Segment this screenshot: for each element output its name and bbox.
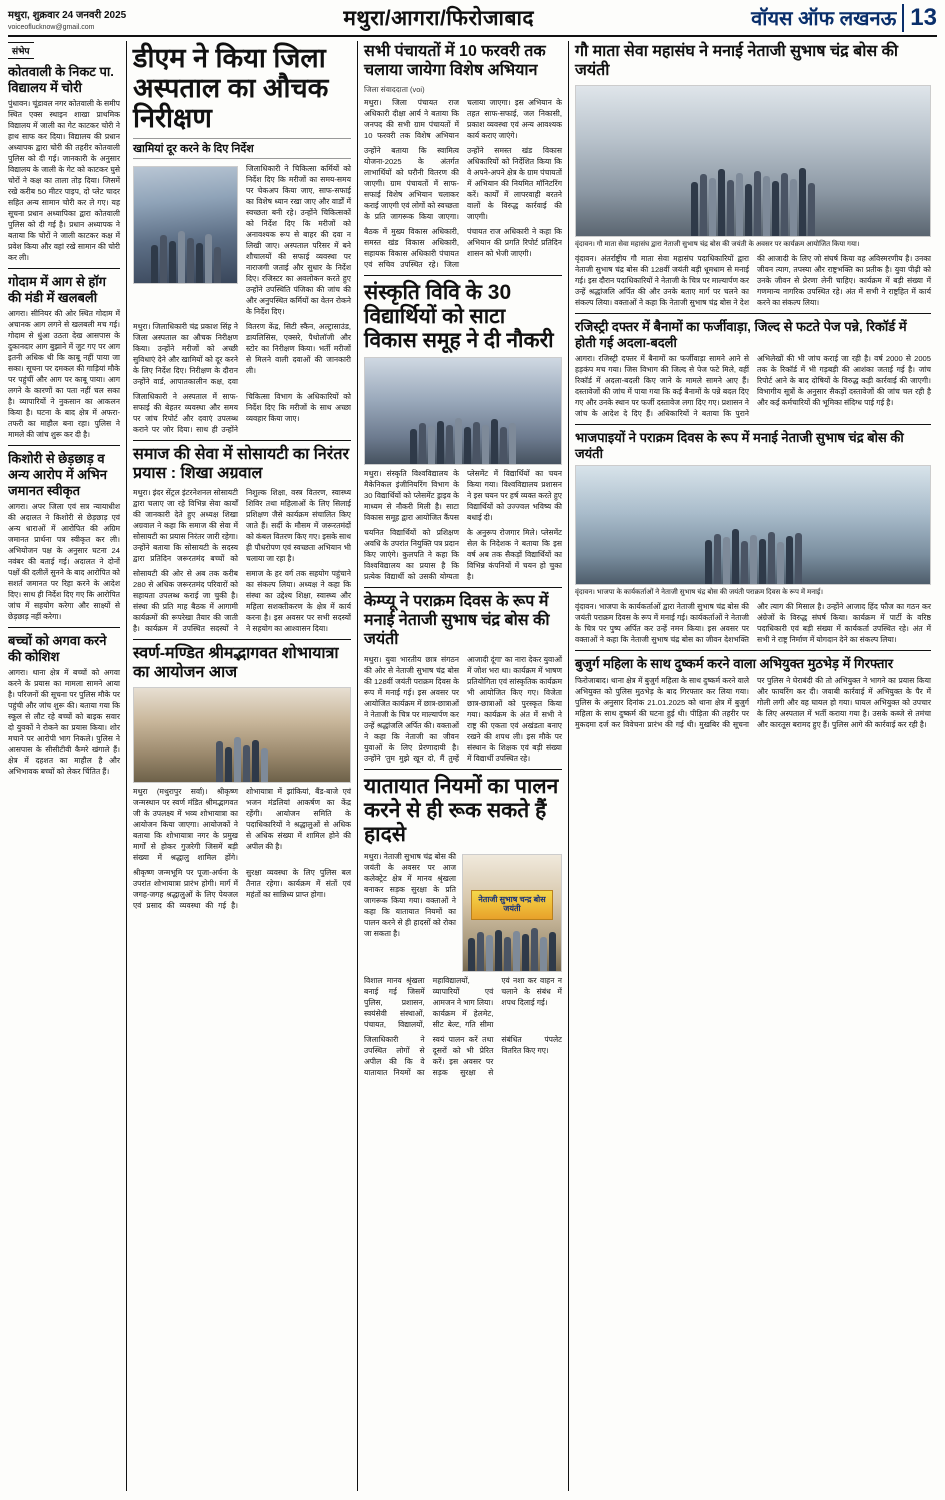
headline-sanskriti-jobs[interactable]: संस्कृति विवि के 30 विद्यार्थियों को साटा विकास समूह ने दी नौकरी <box>364 280 554 353</box>
masthead-left <box>8 9 126 32</box>
brand-name: वॉयस ऑफ लखनऊ <box>751 8 897 30</box>
body-bail-granted: आगरा। अपर जिला एवं सत्र न्यायाधीश की अदालत ने किशोरी से छेड़छाड़ एवं अन्य धाराओं में आरोपित की अग्रिम जमानत प्रार्थना पत्र स्वीकृत कर ली। अभियोजन पक्ष के अनुसार घटना 24 नवंबर की बताई गई। अदालत ने दोनों पक्षों की दलीलें सुनने के बाद आरोपित को सशर्त जमानत पर रिहा करने के आदेश दिए। साथ ही निर्देश दिए गए कि आरोपित जांच में सहयोग करेगा और साक्ष्यों से छेड़छाड़ नहीं करेगा। <box>8 502 120 622</box>
body-traffic-3: जिलाधिकारी ने उपस्थित लोगों से अपील की कि वे यातायात नियमों का स्वयं पालन करें तथा दूसरों को भी प्रेरित करें। इस अवसर पर सड़क सुरक्षा से संबंधित पंपलेट वितरित किए गए। <box>364 1035 562 1078</box>
headline-bjp-parakram[interactable]: भाजपाइयों ने पराक्रम दिवस के रूप में मनाई नेताजी सुभाष चंद्र बोस की जयंती <box>575 430 904 461</box>
byline-panchayat: जिला संवाददाता (voi) <box>364 84 425 94</box>
body-shobhayatra-1: मथुरा (मथुरापुर सर्वा)। श्रीकृष्ण जन्मस्थान पर स्वर्ण मंडित श्रीमद्भागवत जी के उपलक्ष्य में भव्य शोभायात्रा का आयोजन किया जाएगा। आयोजकों ने बताया कि शोभायात्रा नगर के प्रमुख मार्गों से होकर गुजरेगी जिसमें बड़ी संख्या में श्रद्धालु शामिल होंगे। शोभायात्रा में झांकियां, बैंड-बाजे एवं भजन मंडलियां आकर्षण का केंद्र रहेंगी। आयोजन समिति के पदाधिकारियों ने श्रद्धालुओं से अधिक से अधिक संख्या में शामिल होने की अपील की है। <box>133 787 351 863</box>
photo-figures <box>576 510 930 583</box>
body-kempu-parakram: मथुरा। युवा भारतीय छात्र संगठन की ओर से नेताजी सुभाष चंद्र बोस की 128वीं जयंती पराक्रम दिवस के रूप में मनाई गई। इस अवसर पर आयोजित कार्यक्रम में छात्र-छात्राओं ने नेताजी के चित्र पर माल्यार्पण कर उन्हें श्रद्धांजलि अर्पित की। वक्ताओं ने कहा कि नेताजी का जीवन युवाओं के लिए प्रेरणादायी है। उन्होंने 'तुम मुझे खून दो, मैं तुम्हें आजादी दूंगा' का नारा देकर युवाओं में जोश भरा था। कार्यक्रम में भाषण प्रतियोगिता एवं सांस्कृतिक कार्यक्रम भी आयोजित किए गए। विजेता छात्र-छात्राओं को पुरस्कृत किया गया। कार्यक्रम के अंत में सभी ने राष्ट्र की एकता एवं अखंडता बनाए रखने की शपथ ली। इस मौके पर संस्थान के शिक्षक एवं बड़ी संख्या में विद्यार्थी उपस्थित रहे। <box>364 654 562 763</box>
headline-registry-fraud[interactable]: रजिस्ट्री दफ्तर में बैनामों का फर्जीवाड़ा, जिल्द से फटते पेज पन्ने, रिकॉर्ड में होती गई अदला-बदली <box>575 319 907 350</box>
body-gau-mata: वृंदावन। अंतर्राष्ट्रीय गौ माता सेवा महासंघ पदाधिकारियों द्वारा नेताजी सुभाष चंद्र बोस की 128वीं जयंती बड़ी धूमधाम से मनाई गई। इस दौरान पदाधिकारियों ने नेताजी के चित्र पर माल्यार्पण कर उन्हें श्रद्धांजलि अर्पित की और उनके बताए मार्ग पर चलने का संकल्प लिया। वक्ताओं ने कहा कि नेताजी सुभाष चंद्र बोस ने देश की आजादी के लिए जो संघर्ष किया वह अविस्मरणीय है। उनका जीवन त्याग, तपस्या और राष्ट्रभक्ति का प्रतीक है। युवा पीढ़ी को उनके जीवन से प्रेरणा लेनी चाहिए। कार्यक्रम में बड़ी संख्या में गणमान्य नागरिक उपस्थित रहे। अंत में सभी ने राष्ट्रहित में कार्य करने का संकल्प लिया। <box>575 254 931 308</box>
body-shobhayatra-2: श्रीकृष्ण जन्मभूमि पर पूजा-अर्चना के उपरांत शोभायात्रा प्रारंभ होगी। मार्ग में जगह-जगह श्रद्धालुओं के लिए पेयजल एवं प्रसाद की व्यवस्था की गई है। सुरक्षा व्यवस्था के लिए पुलिस बल तैनात रहेगा। कार्यक्रम में संतों एवं महंतों का सान्निध्य प्राप्त होगा। <box>133 868 351 911</box>
publication-date: मथुरा, शुक्रवार 24 जनवरी 2025 <box>8 10 127 22</box>
headline-traffic-rules[interactable]: यातायात नियमों का पालन करने से ही रूक सकते हैं हादसे <box>364 774 559 847</box>
body-dm-hospital-3: जिलाधिकारी ने अस्पताल में साफ-सफाई की बेहतर व्यवस्था और समय पर जांच रिपोर्ट और दवाएं उपलब्ध कराने पर जोर दिया। साथ ही उन्होंने चिकित्सा विभाग के अधिकारियों को निर्देश दिए कि मरीजों के साथ अच्छा व्यवहार किया जाए। <box>133 391 351 434</box>
photo-figures <box>576 143 930 236</box>
photo-figures <box>463 899 561 971</box>
body-dm-hospital-2: मथुरा। जिलाधिकारी चंद्र प्रकाश सिंह ने जिला अस्पताल का औचक निरीक्षण किया। उन्होंने मरीजों को अच्छी सुविधाएं देने और खामियों को दूर करने के लिए निर्देश दिए। निरीक्षण के दौरान उन्होंने वार्ड, आपातकालीन कक्ष, दवा वितरण केंद्र, सिटी स्कैन, अल्ट्रासाउंड, डायलिसिस, एक्सरे, पैथोलॉजी और स्टोर का निरीक्षण किया। भर्ती मरीजों से मिलने वाली दवाओं की जानकारी ली। <box>133 321 351 386</box>
body-sanskriti-2: चयनित विद्यार्थियों को प्रशिक्षण अवधि के उपरांत नियुक्ति पत्र प्रदान किए जाएंगे। कुलपति ने कहा कि विश्वविद्यालय का प्रयास है कि प्रत्येक विद्यार्थी को उसकी योग्यता के अनुरूप रोजगार मिले। प्लेसमेंट सेल के निदेशक ने बताया कि इस वर्ष अब तक सैकड़ों विद्यार्थियों का विभिन्न कंपनियों में चयन हो चुका है। <box>364 528 562 582</box>
body-bjp-parakram: वृंदावन। भाजपा के कार्यकर्ताओं द्वारा नेताजी सुभाष चंद्र बोस की जयंती पराक्रम दिवस के रूप में मनाई गई। कार्यकर्ताओं ने नेताजी के चित्र पर पुष्प अर्पित कर उन्हें नमन किया। इस अवसर पर वक्ताओं ने कहा कि नेताजी सुभाष चंद्र बोस का जीवन देशभक्ति और त्याग की मिसाल है। उन्होंने आजाद हिंद फौज का गठन कर अंग्रेजों के विरुद्ध संघर्ष किया। कार्यक्रम में पार्टी के वरिष्ठ पदाधिकारी एवं बड़ी संख्या में कार्यकर्ता उपस्थित रहे। अंत में सभी ने राष्ट्र निर्माण में योगदान देने का संकल्प लिया। <box>575 602 931 644</box>
column-kicker: संभेप <box>8 42 34 59</box>
masthead <box>8 4 937 37</box>
column-1 <box>8 41 126 1491</box>
body-kotwali-theft: पुंधावन। चूंडावल नगर कोतवाली के समीप स्थित एक्स स्थाइन शाखा प्राथमिक विद्यालय में जाली का गेट काटकर चोरी ने हाथ साफ कर दिया। विद्यालय की प्रधान अध्यापक द्वारा चोरी की तहरीर कोतवाली पुलिस को दी गई। जानकारी के अनुसार विद्यालय के जाली के गेट को काटकर घुसे चोरों ने कक्ष का ताला तोड़ दिया। जिसमें रखे करीब 50 मीटर पाइप, दो प्लेट चादर सहित अन्य सामान चोरी कर ले गए। यह सूचना प्रधान अध्यापिका द्वारा कोतवाली पुलिस को दी गई है। प्रधान अध्यापक ने बताया कि चोरों ने जाली काटकर कक्ष में प्रवेश किया और वहां रखे सामान की चोरी कर ली। <box>8 99 120 263</box>
photo-figures <box>134 211 237 283</box>
photo-netaji-banner <box>462 854 562 972</box>
body-society-service-1: मथुरा। इंदर सेंट्रल इंटरनेशनल सोसायटी द्वारा चलाए जा रहे विभिन्न सेवा कार्यों की जानकारी देते हुए अध्यक्ष शिखा अग्रवाल ने कहा कि समाज की सेवा में सोसायटी का प्रयास निरंतर जारी रहेगा। उन्होंने बताया कि सोसायटी के सदस्य द्वारा प्रतिदिन जरूरतमंद बच्चों को निशुल्क शिक्षा, वस्त्र वितरण, स्वास्थ्य शिविर तथा महिलाओं के लिए सिलाई प्रशिक्षण जैसे कार्यक्रम संचालित किए जाते हैं। सर्दी के मौसम में जरूरतमंदों को कंबल वितरण किए गए। इसके साथ ही पौधरोपण एवं स्वच्छता अभियान भी चलाया जा रहा है। <box>133 488 351 564</box>
headline-society-service[interactable]: समाज की सेवा में सोसायटी का निरंतर प्रयास : शिखा अग्रवाल <box>133 445 350 482</box>
body-traffic-2: विशाल मानव श्रृंखला बनाई गई जिसमें पुलिस, प्रशासन, स्वयंसेवी संस्थाओं, पंचायत, विद्यालयों, महाविद्यालयों, व्यापारियों एवं आमजन ने भाग लिया। कार्यक्रम में हेलमेट, सीट बेल्ट, गति सीमा एवं नशा कर वाहन न चलाने के संबंध में शपथ दिलाई गई। <box>364 976 562 1030</box>
body-kidnap-attempt: आगरा। थाना क्षेत्र में बच्चों को अगवा करने के प्रयास का मामला सामने आया है। परिजनों की सूचना पर पुलिस मौके पर पहुंची और जांच शुरू की। बताया गया कि स्कूल से लौट रहे बच्चों को बाइक सवार दो युवकों ने रोकने का प्रयास किया। शोर मचाने पर आरोपी भाग निकले। पुलिस ने आसपास के सीसीटीवी कैमरे खंगाले हैं। क्षेत्र में दहशत का माहौल है और अभिभावक बच्चों को लेकर चिंतित हैं। <box>8 668 120 777</box>
caption-gau-mata: वृंदावन। गौ माता सेवा महासंघ द्वारा नेताजी सुभाष चंद्र बोस की जयंती के अवसर पर कार्यक्रम आयोजित किया गया। <box>575 240 860 248</box>
photo-dm-inspection <box>133 166 238 284</box>
photo-gau-mata-event <box>575 85 931 237</box>
masthead-right <box>751 4 937 32</box>
headline-rape-accused-arrest[interactable]: बुजुर्ग महिला के साथ दुष्कर्म करने वाला अभियुक्त मुठभेड़ में गिरफ्तार <box>575 656 894 671</box>
body-sanskriti-1: मथुरा। संस्कृति विश्वविद्यालय के मैकेनिकल इंजीनियरिंग विभाग के 30 विद्यार्थियों को प्लेसमेंट ड्राइव के माध्यम से नौकरी मिली है। साटा विकास समूह द्वारा आयोजित कैंपस प्लेसमेंट में विद्यार्थियों का चयन किया गया। विश्वविद्यालय प्रशासन ने इस चयन पर हर्ष व्यक्त करते हुए विद्यार्थियों को उज्ज्वल भविष्य की बधाई दी। <box>364 469 562 523</box>
photo-shobhayatra <box>133 687 351 783</box>
body-dm-hospital-1: जिलाधिकारी ने चिकित्सा कर्मियों को निर्देश दिए कि मरीजों का समय-समय पर चेकअप किया जाए, साफ-सफाई का विशेष ध्यान रखा जाए और वार्डों में स्वच्छता बनी रहे। उन्होंने चिकित्सकों को निर्देश दिए कि मरीजों को अनावश्यक रूप से बाहर की दवा न लिखी जाए। अस्पताल परिसर में बने शौचालयों की सफाई व्यवस्था पर नाराजगी जताई और सुधार के निर्देश दिए। रजिस्टर का अवलोकन करते हुए उन्होंने उपस्थिति पंजिका की जांच की और अनुपस्थित कर्मियों का वेतन रोकने के निर्देश दिए। <box>246 163 351 316</box>
headline-gau-mata-netaji[interactable]: गौ माता सेवा महासंघ ने मनाई नेताजी सुभाष चंद्र बोस की जयंती <box>575 43 899 79</box>
photo-figures <box>134 724 350 782</box>
headline-kotwali-theft[interactable]: कोतवाली के निकट पा. विद्यालय में चोरी <box>8 64 114 95</box>
headline-dm-hospital-inspection[interactable]: डीएम ने किया जिला अस्पताल का औचक निरीक्षण <box>133 43 329 134</box>
column-3 <box>358 41 568 1491</box>
contact-email: voiceoflucknow@gmail.com <box>8 23 95 31</box>
body-traffic-1: मथुरा। नेताजी सुभाष चंद्र बोस की जयंती के अवसर पर आज कलेक्ट्रेट क्षेत्र में मानव श्रृंखला बनाकर सड़क सुरक्षा के प्रति जागरूक किया गया। वक्ताओं ने कहा कि यातायात नियमों का पालन करने से ही हादसों को रोका जा सकता है। <box>364 852 456 939</box>
headline-godown-fire[interactable]: गोदाम में आग से हॉग की मंडी में खलबली <box>8 274 106 305</box>
page-number: 13 <box>902 4 937 32</box>
body-society-service-2: सोसायटी की ओर से अब तक करीब 280 से अधिक जरूरतमंद परिवारों को सहायता उपलब्ध कराई जा चुकी है। संस्था की प्रति माह बैठक में आगामी कार्यक्रमों की रूपरेखा तैयार की जाती है। कार्यक्रम में उपस्थित सदस्यों ने समाज के हर वर्ग तक सहयोग पहुंचाने का संकल्प लिया। अध्यक्ष ने कहा कि संस्था का उद्देश्य शिक्षा, स्वास्थ्य और महिला सशक्तीकरण के क्षेत्र में कार्य करना है। इस अवसर पर सभी सदस्यों ने सहयोग का आश्वासन दिया। <box>133 569 351 634</box>
headline-bail-granted[interactable]: किशोरी से छेड़छाड़ व अन्य आरोप में अभिन जमानत स्वीकृत <box>8 451 107 498</box>
body-panchayat-3: बैठक में मुख्य विकास अधिकारी, समस्त खंड विकास अधिकारी, सहायक विकास अधिकारी पंचायत एवं सचिव उपस्थित रहे। जिला पंचायत राज अधिकारी ने कहा कि अभियान की प्रगति रिपोर्ट प्रतिदिन शासन को भेजी जाएगी। <box>364 226 562 269</box>
column-4 <box>569 41 937 1491</box>
banner-text: नेताजी सुभाष चन्द्र बोस जयंती <box>478 895 546 914</box>
caption-bjp-event: वृंदावन। भाजपा के कार्यकर्ताओं ने नेताजी सुभाष चंद्र बोस की जयंती पराक्रम दिवस के रूप में मनाई। <box>575 588 824 596</box>
photo-sanskriti-placement <box>364 357 562 465</box>
body-godown-fire: आगरा। सीनियर की ओर स्थित गोदाम में अचानक आग लगने से खलबली मच गई। गोदाम से धुंआ उठता देख आसपास के दुकानदार आग बुझाने में जुट गए पर आग इतनी अधिक थी कि काबू नहीं पाया जा सका। सूचना पर दमकल की गाड़ियां मौके पर पहुंचीं और आग पर काबू पाया। आग लगने के कारणों का पता नहीं चल सका है। व्यापारियों ने नुकसान का आकलन किया है। घटना के बाद क्षेत्र में अफरा-तफरी का माहौल बना रहा। पुलिस ने मामले की जांच शुरू कर दी है। <box>8 309 120 440</box>
column-2 <box>127 41 357 1491</box>
photo-figures <box>365 398 561 464</box>
photo-bjp-event <box>575 465 931 585</box>
edition-title: मथुरा/आगरा/फिरोजाबाद <box>343 7 535 30</box>
body-rape-accused-arrest: फिरोजाबाद। थाना क्षेत्र में बुजुर्ग महिला के साथ दुष्कर्म करने वाले अभियुक्त को पुलिस मुठभेड़ के बाद गिरफ्तार कर लिया गया। पुलिस के अनुसार दिनांक 21.01.2025 को थाना क्षेत्र में बुजुर्ग महिला के साथ दुष्कर्म की घटना हुई थी। पीड़िता की तहरीर पर मुकदमा दर्ज कर विवेचना प्रारंभ की गई थी। मुखबिर की सूचना पर पुलिस ने घेराबंदी की तो अभियुक्त ने भागने का प्रयास किया और फायरिंग कर दी। जवाबी कार्रवाई में अभियुक्त के पैर में गोली लगी और वह घायल हो गया। घायल अभियुक्त को उपचार के लिए अस्पताल में भर्ती कराया गया है। उसके कब्जे से तमंचा और कारतूस बरामद हुए हैं। पुलिस आगे की कार्रवाई कर रही है। <box>575 675 931 729</box>
headline-shobhayatra[interactable]: स्वर्ण-मण्डित श्रीमद्भागवत शोभायात्रा का आयोजन आज <box>133 645 339 682</box>
body-panchayat-1: मथुरा। जिला पंचायत राज अधिकारी दीक्षा आर्य ने बताया कि जनपद की सभी ग्राम पंचायतों में 10 फरवरी तक विशेष अभियान चलाया जाएगा। इस अभियान के तहत साफ-सफाई, जल निकासी, प्रकाश व्यवस्था एवं अन्य आवश्यक कार्य कराए जाएंगे। <box>364 97 562 140</box>
body-registry-fraud: आगरा। रजिस्ट्री दफ्तर में बैनामों का फर्जीवाड़ा सामने आने से हड़कंप मच गया। जिस विभाग की जिल्द से पेज फटे मिले, वहीं रिकॉर्ड में अदला-बदली किए जाने के मामले सामने आए हैं। दस्तावेजों की जांच में पाया गया कि कई बैनामों के पन्ने बदल दिए गए और उनके स्थान पर फर्जी दस्तावेज लगा दिए गए। प्रशासन ने जांच के आदेश दे दिए हैं। अधिकारियों ने बताया कि पुराने अभिलेखों की भी जांच कराई जा रही है। वर्ष 2000 से 2005 तक के रिकॉर्ड में भी गड़बड़ी की आशंका जताई गई है। जांच रिपोर्ट आने के बाद दोषियों के विरुद्ध कड़ी कार्रवाई की जाएगी। विभागीय सूत्रों के अनुसार सैकड़ों दस्तावेजों की जांच चल रही है और कई कर्मचारियों की भूमिका संदिग्ध पाई गई है। <box>575 354 931 419</box>
body-panchayat-2: उन्होंने बताया कि स्वामित्व योजना-2025 के अंतर्गत लाभार्थियों को घरौनी वितरण की जाएगी। ग्राम पंचायतों में साफ-सफाई विशेष अभियान चलाकर कराई जाएगी एवं लोगों को स्वच्छता के प्रति जागरूक किया जाएगा। उन्होंने समस्त खंड विकास अधिकारियों को निर्देशित किया कि वे अपने-अपने क्षेत्र के ग्राम पंचायतों में अभियान की नियमित मॉनिटरिंग करें। कार्यों में लापरवाही बरतने वालों के विरुद्ध कार्रवाई की जाएगी। <box>364 145 562 221</box>
page-columns <box>8 41 937 1491</box>
headline-panchayat-campaign[interactable]: सभी पंचायतों में 10 फरवरी तक चलाया जायेगा विशेष अभियान <box>364 43 546 79</box>
subhead-dm-hospital: खामियां दूर करने के दिए निर्देश <box>133 138 351 159</box>
headline-kempu-parakram[interactable]: केम्प्यू ने पराक्रम दिवस के रूप में मनाई नेताजी सुभाष चंद्र बोस की जयंती <box>364 593 550 648</box>
headline-kidnap-attempt[interactable]: बच्चों को अगवा करने की कोशिश <box>8 633 107 664</box>
